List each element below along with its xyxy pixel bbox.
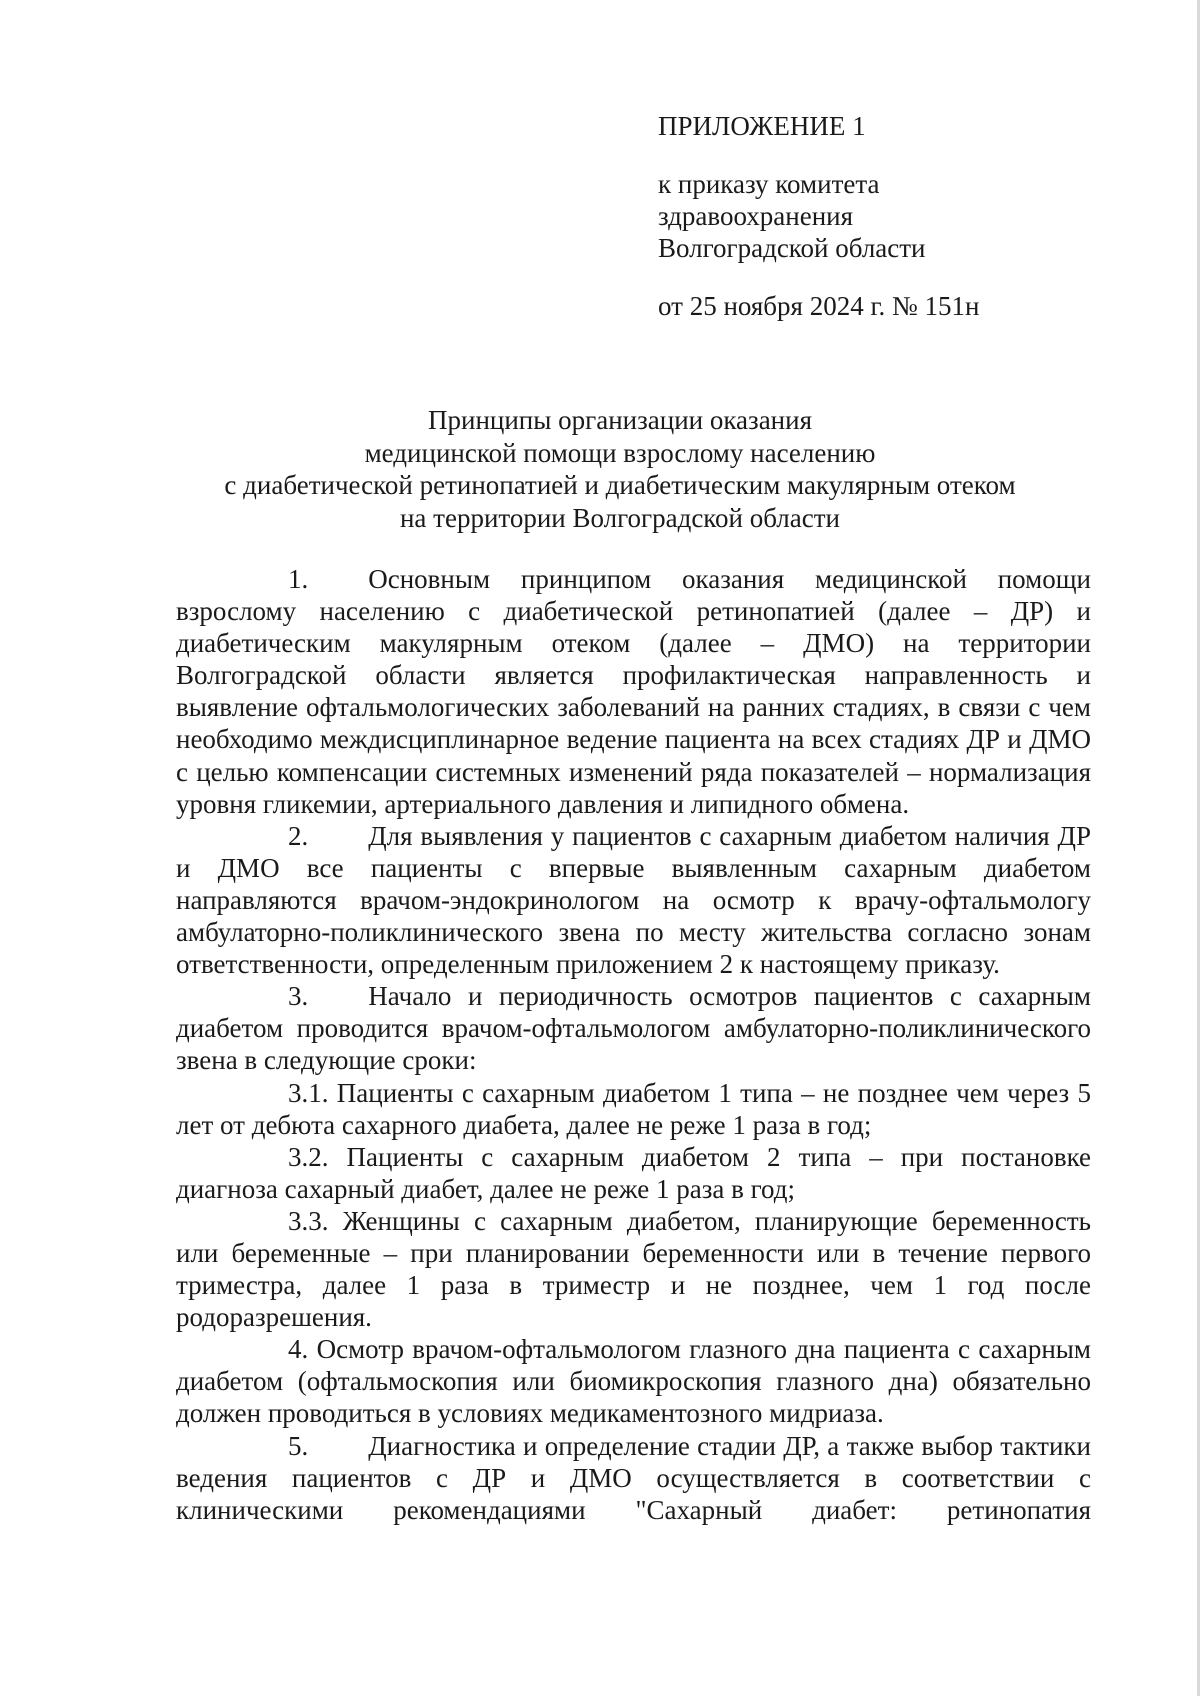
paragraph-number: 3.2. (288, 1141, 329, 1172)
order-date: от 25 ноября 2024 г. № 151н (658, 291, 980, 321)
paragraph-text: Пациенты с сахарным диабетом 1 типа – не позднее чем через 5 лет от дебюта сахарного диабета, далее не реже 1 раза в год; (176, 1077, 1091, 1140)
paragraph-2 (176, 820, 1091, 980)
document-title (140, 404, 1100, 534)
approval-line: здравоохранения (658, 201, 854, 231)
paragraph-3-3 (176, 1205, 1091, 1333)
paragraph-3-2 (176, 1141, 1091, 1205)
paragraph-1 (176, 563, 1091, 820)
paragraph-number: 3.3. (288, 1205, 329, 1236)
approval-line: Волгоградской области (658, 233, 926, 263)
title-line: медицинской помощи взрослому населению (364, 437, 876, 468)
paragraph-text: Осмотр врачом-офтальмологом глазного дна пациента с сахарным диабетом (офтальмоскопия или биомикроскопия глазного дна) обязательно должен проводиться в условиях медикаментозного мидриаза. (176, 1334, 1091, 1429)
paragraph-number: 5. (288, 1430, 309, 1461)
paragraph-number: 4. (288, 1334, 309, 1365)
paragraph-number: 1. (288, 564, 309, 594)
paragraph-4 (176, 1333, 1091, 1429)
paragraph-number: 2. (288, 820, 309, 851)
appendix-heading: ПРИЛОЖЕНИЕ 1 (658, 111, 866, 141)
title-line: Принципы организации оказания (428, 405, 812, 435)
paragraph-3-1 (176, 1077, 1091, 1141)
paragraph-text: Пациенты с сахарным диабетом 2 типа – при постановке диагноза сахарный диабет, далее не реже 1 раза в год; (176, 1141, 1091, 1204)
paragraph-5 (176, 1430, 1091, 1526)
paragraph-text: Диагностика и определение стадии ДР, а также выбор тактики ведения пациентов с ДР и ДМО осуществляется в соответствии с клиническими рекомендациями "Сахарный диабет: ретинопатия (176, 1430, 1091, 1525)
paragraph-number: 3.1. (288, 1077, 329, 1108)
title-line: с диабетической ретинопатией и диабетическим макулярным отеком (224, 470, 1016, 500)
document-body (176, 563, 1091, 1526)
title-line: на территории Волгоградской области (399, 502, 840, 533)
approval-line: к приказу комитета (658, 169, 880, 199)
paragraph-text: Начало и периодичность осмотров пациентов с сахарным диабетом проводится врачом-офтальмологом амбулаторно-поликлинического звена в следующие сроки: (176, 981, 1091, 1076)
paragraph-text: Для выявления у пациентов с сахарным диабетом наличия ДР и ДМО все пациенты с впервые выявленным сахарным диабетом направляются врачом-эндокринологом на осмотр к врачу-офтальмологу амбулаторно-поликлинического звена по месту жительства согласно зонам ответственности, определенным приложением 2 к настоящему приказу. (176, 820, 1091, 980)
paragraph-3 (176, 980, 1091, 1076)
paragraph-text: Женщины с сахарным диабетом, планирующие беременность или беременные – при планировании беременности или в течение первого триместра, далее 1 раза в триместр и не позднее, чем 1 год после родоразрешения. (176, 1205, 1091, 1333)
paragraph-number: 3. (288, 981, 309, 1012)
approval-block (658, 110, 979, 322)
paragraph-text: Основным принципом оказания медицинской помощи взрослому населению с диабетической ретинопатией (далее – ДР) и диабетическим макулярным отеком (далее – ДМО) на территории Волгоградской области является профилактическая направленность и выявление офтальмологических заболеваний на ранних стадиях, в связи с чем необходимо междисциплинарное ведение пациента на всех стадиях ДР и ДМО с целью компенсации системных изменений ряда показателей – нормализация уровня гликемии, артериального давления и липидного обмена. (176, 564, 1091, 819)
